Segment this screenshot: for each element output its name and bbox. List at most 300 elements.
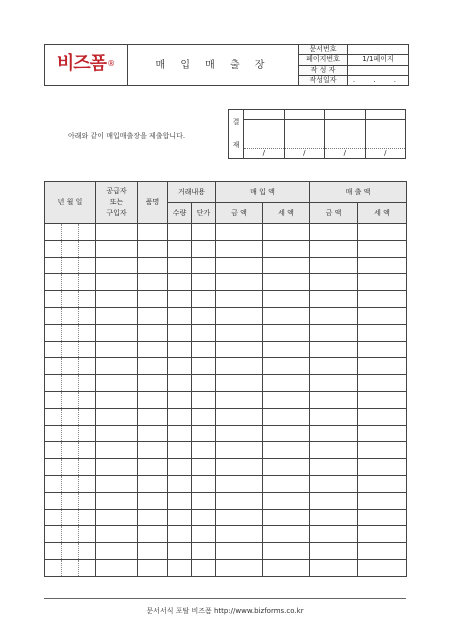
sales-amount-cell[interactable] [310, 291, 358, 308]
sales-tax-cell[interactable] [358, 408, 407, 425]
table-row [45, 324, 407, 341]
col-purchase-tax-header: 세 액 [263, 203, 310, 224]
purchase-amount-cell[interactable] [216, 324, 263, 341]
partner-cell[interactable] [96, 274, 138, 291]
table-row [45, 274, 407, 291]
purchase-amount-cell[interactable] [216, 459, 263, 476]
sales-tax-cell[interactable] [358, 375, 407, 392]
date-year-cell[interactable] [45, 291, 62, 308]
date-month-cell[interactable] [62, 224, 79, 241]
date-day-cell[interactable] [79, 492, 96, 509]
approval-side-bottom: 재 [232, 141, 240, 149]
date-day-cell[interactable] [79, 291, 96, 308]
date-day-cell[interactable] [79, 224, 96, 241]
date-month-cell[interactable] [62, 475, 79, 492]
sales-tax-cell[interactable] [358, 543, 407, 560]
date-month-cell[interactable] [62, 307, 79, 324]
partner-cell[interactable] [96, 257, 138, 274]
unit-price-cell[interactable] [192, 257, 216, 274]
sales-tax-cell[interactable] [358, 341, 407, 358]
sales-tax-cell[interactable] [358, 492, 407, 509]
date-month-cell[interactable] [62, 459, 79, 476]
purchase-amount-cell[interactable] [216, 442, 263, 459]
item-cell[interactable] [138, 442, 168, 459]
item-cell[interactable] [138, 324, 168, 341]
item-cell[interactable] [138, 224, 168, 241]
purchase-tax-cell[interactable] [263, 391, 310, 408]
date-day-cell[interactable] [79, 408, 96, 425]
date-month-cell[interactable] [62, 341, 79, 358]
purchase-amount-cell[interactable] [216, 543, 263, 560]
purchase-amount-cell[interactable] [216, 341, 263, 358]
unit-price-cell[interactable] [192, 559, 216, 576]
table-row [45, 291, 407, 308]
sales-amount-cell[interactable] [310, 543, 358, 560]
item-cell[interactable] [138, 307, 168, 324]
qty-cell[interactable] [168, 509, 192, 526]
date-year-cell[interactable] [45, 240, 62, 257]
sales-amount-cell[interactable] [310, 509, 358, 526]
qty-cell[interactable] [168, 543, 192, 560]
item-cell[interactable] [138, 559, 168, 576]
date-month-cell[interactable] [62, 425, 79, 442]
sales-amount-cell[interactable] [310, 425, 358, 442]
date-month-cell[interactable] [62, 526, 79, 543]
table-row [45, 425, 407, 442]
date-year-cell[interactable] [45, 341, 62, 358]
partner-cell[interactable] [96, 425, 138, 442]
qty-cell[interactable] [168, 224, 192, 241]
qty-cell[interactable] [168, 240, 192, 257]
registered-mark: ® [107, 58, 116, 68]
table-row [45, 543, 407, 560]
date-day-cell[interactable] [79, 341, 96, 358]
approval-date-cell[interactable]: / [325, 149, 366, 159]
table-row [45, 307, 407, 324]
partner-cell[interactable] [96, 341, 138, 358]
sales-amount-cell[interactable] [310, 224, 358, 241]
approval-title-cell[interactable] [325, 110, 366, 120]
purchase-amount-cell[interactable] [216, 358, 263, 375]
doc-no-value[interactable] [348, 45, 409, 55]
qty-cell[interactable] [168, 425, 192, 442]
date-month-cell[interactable] [62, 442, 79, 459]
purchase-amount-cell[interactable] [216, 509, 263, 526]
date-year-cell[interactable] [45, 224, 62, 241]
sales-tax-cell[interactable] [358, 257, 407, 274]
date-day-cell[interactable] [79, 274, 96, 291]
purchase-tax-cell[interactable] [263, 240, 310, 257]
unit-price-cell[interactable] [192, 408, 216, 425]
date-month-cell[interactable] [62, 408, 79, 425]
date-day-cell[interactable] [79, 475, 96, 492]
date-label: 작성일자 [299, 75, 348, 85]
purchase-amount-cell[interactable] [216, 274, 263, 291]
purchase-amount-cell[interactable] [216, 391, 263, 408]
sales-amount-cell[interactable] [310, 358, 358, 375]
date-value[interactable]: . . . [348, 75, 409, 85]
item-cell[interactable] [138, 492, 168, 509]
date-day-cell[interactable] [79, 358, 96, 375]
sales-amount-cell[interactable] [310, 341, 358, 358]
item-cell[interactable] [138, 425, 168, 442]
page-no-label: 페이지번호 [299, 55, 348, 65]
unit-price-cell[interactable] [192, 375, 216, 392]
qty-cell[interactable] [168, 459, 192, 476]
col-partner-line-2: 또는 [109, 198, 124, 206]
date-day-cell[interactable] [79, 257, 96, 274]
qty-cell[interactable] [168, 257, 192, 274]
item-cell[interactable] [138, 543, 168, 560]
doc-no-label: 문서번호 [299, 45, 348, 55]
date-year-cell[interactable] [45, 492, 62, 509]
purchase-amount-cell[interactable] [216, 475, 263, 492]
unit-price-cell[interactable] [192, 526, 216, 543]
date-month-cell[interactable] [62, 509, 79, 526]
qty-cell[interactable] [168, 291, 192, 308]
date-month-cell[interactable] [62, 274, 79, 291]
purchase-tax-cell[interactable] [263, 509, 310, 526]
item-cell[interactable] [138, 341, 168, 358]
qty-cell[interactable] [168, 307, 192, 324]
date-day-cell[interactable] [79, 240, 96, 257]
sales-amount-cell[interactable] [310, 274, 358, 291]
partner-cell[interactable] [96, 509, 138, 526]
col-partner-line-1: 공급자 [106, 187, 127, 195]
sales-tax-cell[interactable] [358, 526, 407, 543]
partner-cell[interactable] [96, 492, 138, 509]
qty-cell[interactable] [168, 391, 192, 408]
date-year-cell[interactable] [45, 307, 62, 324]
partner-cell[interactable] [96, 442, 138, 459]
col-trade-header: 거래내용 [168, 182, 216, 203]
purchase-tax-cell[interactable] [263, 307, 310, 324]
date-month-cell[interactable] [62, 257, 79, 274]
partner-cell[interactable] [96, 224, 138, 241]
date-year-cell[interactable] [45, 526, 62, 543]
item-cell[interactable] [138, 475, 168, 492]
sales-tax-cell[interactable] [358, 559, 407, 576]
date-day-cell[interactable] [79, 375, 96, 392]
author-label: 작 성 자 [299, 65, 348, 75]
page-no-value: 1/1페이지 [348, 55, 409, 65]
table-row [45, 475, 407, 492]
approval-title-cell[interactable] [244, 110, 285, 120]
sales-amount-cell[interactable] [310, 442, 358, 459]
table-row [45, 492, 407, 509]
qty-cell[interactable] [168, 358, 192, 375]
date-year-cell[interactable] [45, 257, 62, 274]
col-unit-header: 단가 [192, 203, 216, 224]
date-day-cell[interactable] [79, 559, 96, 576]
footer-divider [44, 598, 406, 599]
purchase-tax-cell[interactable] [263, 408, 310, 425]
sales-tax-cell[interactable] [358, 425, 407, 442]
partner-cell[interactable] [96, 240, 138, 257]
purchase-amount-cell[interactable] [216, 375, 263, 392]
item-cell[interactable] [138, 391, 168, 408]
unit-price-cell[interactable] [192, 475, 216, 492]
sales-tax-cell[interactable] [358, 475, 407, 492]
partner-cell[interactable] [96, 408, 138, 425]
item-cell[interactable] [138, 257, 168, 274]
date-year-cell[interactable] [45, 475, 62, 492]
purchase-tax-cell[interactable] [263, 341, 310, 358]
logo [45, 45, 128, 86]
table-row [45, 526, 407, 543]
date-month-cell[interactable] [62, 543, 79, 560]
table-row [45, 391, 407, 408]
unit-price-cell[interactable] [192, 358, 216, 375]
purchase-amount-cell[interactable] [216, 526, 263, 543]
sales-tax-cell[interactable] [358, 391, 407, 408]
sales-amount-cell[interactable] [310, 492, 358, 509]
unit-price-cell[interactable] [192, 509, 216, 526]
purchase-amount-cell[interactable] [216, 240, 263, 257]
unit-price-cell[interactable] [192, 492, 216, 509]
partner-cell[interactable] [96, 391, 138, 408]
table-row [45, 509, 407, 526]
date-year-cell[interactable] [45, 391, 62, 408]
date-year-cell[interactable] [45, 324, 62, 341]
date-year-cell[interactable] [45, 559, 62, 576]
sales-tax-cell[interactable] [358, 509, 407, 526]
col-partner-line-3: 구입자 [106, 209, 127, 217]
unit-price-cell[interactable] [192, 425, 216, 442]
date-month-cell[interactable] [62, 391, 79, 408]
qty-cell[interactable] [168, 559, 192, 576]
purchase-amount-cell[interactable] [216, 425, 263, 442]
col-date-header: 년 월 일 [45, 182, 96, 224]
table-row [45, 358, 407, 375]
item-cell[interactable] [138, 375, 168, 392]
approval-title-cell[interactable] [284, 110, 325, 120]
date-day-cell[interactable] [79, 425, 96, 442]
partner-cell[interactable] [96, 324, 138, 341]
sales-amount-cell[interactable] [310, 526, 358, 543]
approval-date-cell[interactable]: / [244, 149, 285, 159]
partner-cell[interactable] [96, 543, 138, 560]
sales-tax-cell[interactable] [358, 324, 407, 341]
qty-cell[interactable] [168, 375, 192, 392]
partner-cell[interactable] [96, 291, 138, 308]
table-row [45, 240, 407, 257]
date-year-cell[interactable] [45, 425, 62, 442]
table-row [45, 408, 407, 425]
approval-signature-cell[interactable] [325, 120, 366, 149]
purchase-tax-cell[interactable] [263, 459, 310, 476]
date-month-cell[interactable] [62, 358, 79, 375]
sales-tax-cell[interactable] [358, 240, 407, 257]
partner-cell[interactable] [96, 358, 138, 375]
sales-amount-cell[interactable] [310, 391, 358, 408]
date-day-cell[interactable] [79, 459, 96, 476]
col-qty-header: 수량 [168, 203, 192, 224]
qty-cell[interactable] [168, 526, 192, 543]
qty-cell[interactable] [168, 442, 192, 459]
approval-side-top: 결 [232, 118, 240, 126]
unit-price-cell[interactable] [192, 291, 216, 308]
date-month-cell[interactable] [62, 375, 79, 392]
purchase-tax-cell[interactable] [263, 375, 310, 392]
partner-cell[interactable] [96, 526, 138, 543]
author-value[interactable] [348, 65, 409, 75]
table-row [45, 559, 407, 576]
sales-amount-cell[interactable] [310, 475, 358, 492]
partner-cell[interactable] [96, 375, 138, 392]
date-month-cell[interactable] [62, 492, 79, 509]
unit-price-cell[interactable] [192, 240, 216, 257]
purchase-amount-cell[interactable] [216, 257, 263, 274]
col-purchase-header: 매 입 액 [216, 182, 310, 203]
sales-tax-cell[interactable] [358, 358, 407, 375]
unit-price-cell[interactable] [192, 391, 216, 408]
sales-amount-cell[interactable] [310, 559, 358, 576]
col-sales-tax-header: 세 액 [358, 203, 407, 224]
purchase-tax-cell[interactable] [263, 425, 310, 442]
sales-tax-cell[interactable] [358, 274, 407, 291]
partner-cell[interactable] [96, 559, 138, 576]
date-day-cell[interactable] [79, 526, 96, 543]
purchase-amount-cell[interactable] [216, 307, 263, 324]
purchase-tax-cell[interactable] [263, 492, 310, 509]
purchase-tax-cell[interactable] [263, 257, 310, 274]
sales-tax-cell[interactable] [358, 307, 407, 324]
unit-price-cell[interactable] [192, 307, 216, 324]
partner-cell[interactable] [96, 475, 138, 492]
date-year-cell[interactable] [45, 274, 62, 291]
date-day-cell[interactable] [79, 307, 96, 324]
purchase-tax-cell[interactable] [263, 224, 310, 241]
table-row [45, 459, 407, 476]
col-sales-amount-header: 금 액 [310, 203, 358, 224]
table-row [45, 341, 407, 358]
date-year-cell[interactable] [45, 543, 62, 560]
qty-cell[interactable] [168, 408, 192, 425]
approval-signature-cell[interactable] [244, 120, 285, 149]
item-cell[interactable] [138, 291, 168, 308]
ledger-table [44, 181, 407, 577]
item-cell[interactable] [138, 240, 168, 257]
date-year-cell[interactable] [45, 358, 62, 375]
document-title: 매 입 매 출 장 [128, 45, 299, 86]
partner-cell[interactable] [96, 459, 138, 476]
date-year-cell[interactable] [45, 459, 62, 476]
col-purchase-amount-header: 금 액 [216, 203, 263, 224]
purchase-tax-cell[interactable] [263, 559, 310, 576]
purchase-tax-cell[interactable] [263, 442, 310, 459]
date-year-cell[interactable] [45, 375, 62, 392]
header-table [44, 44, 409, 86]
qty-cell[interactable] [168, 475, 192, 492]
purchase-amount-cell[interactable] [216, 559, 263, 576]
approval-signature-cell[interactable] [284, 120, 325, 149]
item-cell[interactable] [138, 526, 168, 543]
sales-tax-cell[interactable] [358, 291, 407, 308]
qty-cell[interactable] [168, 492, 192, 509]
sales-amount-cell[interactable] [310, 324, 358, 341]
date-day-cell[interactable] [79, 324, 96, 341]
approval-signature-cell[interactable] [365, 120, 406, 149]
item-cell[interactable] [138, 274, 168, 291]
approval-side-label [229, 110, 244, 159]
purchase-tax-cell[interactable] [263, 475, 310, 492]
date-day-cell[interactable] [79, 509, 96, 526]
sales-amount-cell[interactable] [310, 257, 358, 274]
purchase-tax-cell[interactable] [263, 291, 310, 308]
unit-price-cell[interactable] [192, 341, 216, 358]
unit-price-cell[interactable] [192, 442, 216, 459]
intro-text: 아래와 같이 매입매출장을 제출합니다. [68, 132, 186, 140]
approval-date-cell[interactable]: / [284, 149, 325, 159]
item-cell[interactable] [138, 358, 168, 375]
sales-amount-cell[interactable] [310, 375, 358, 392]
date-month-cell[interactable] [62, 559, 79, 576]
purchase-tax-cell[interactable] [263, 274, 310, 291]
date-day-cell[interactable] [79, 391, 96, 408]
table-row [45, 442, 407, 459]
qty-cell[interactable] [168, 274, 192, 291]
date-year-cell[interactable] [45, 509, 62, 526]
sales-tax-cell[interactable] [358, 224, 407, 241]
date-year-cell[interactable] [45, 442, 62, 459]
date-month-cell[interactable] [62, 291, 79, 308]
table-row [45, 257, 407, 274]
logo-text: 비즈폼 [56, 52, 107, 74]
purchase-tax-cell[interactable] [263, 358, 310, 375]
purchase-amount-cell[interactable] [216, 492, 263, 509]
sales-tax-cell[interactable] [358, 442, 407, 459]
unit-price-cell[interactable] [192, 459, 216, 476]
item-cell[interactable] [138, 408, 168, 425]
sales-tax-cell[interactable] [358, 459, 407, 476]
approval-table [228, 109, 406, 159]
unit-price-cell[interactable] [192, 324, 216, 341]
date-year-cell[interactable] [45, 408, 62, 425]
unit-price-cell[interactable] [192, 543, 216, 560]
date-day-cell[interactable] [79, 442, 96, 459]
purchase-tax-cell[interactable] [263, 526, 310, 543]
approval-title-cell[interactable] [365, 110, 406, 120]
unit-price-cell[interactable] [192, 274, 216, 291]
qty-cell[interactable] [168, 324, 192, 341]
item-cell[interactable] [138, 459, 168, 476]
sales-amount-cell[interactable] [310, 240, 358, 257]
purchase-amount-cell[interactable] [216, 291, 263, 308]
unit-price-cell[interactable] [192, 224, 216, 241]
sales-amount-cell[interactable] [310, 459, 358, 476]
purchase-amount-cell[interactable] [216, 224, 263, 241]
partner-cell[interactable] [96, 307, 138, 324]
date-day-cell[interactable] [79, 543, 96, 560]
purchase-tax-cell[interactable] [263, 324, 310, 341]
col-item-header: 품명 [138, 182, 168, 224]
date-month-cell[interactable] [62, 324, 79, 341]
sales-amount-cell[interactable] [310, 307, 358, 324]
footer-text: 문서서식 포탈 비즈폼 http://www.bizforms.co.kr [146, 607, 304, 615]
col-partner-header [96, 182, 138, 224]
table-row [45, 224, 407, 241]
qty-cell[interactable] [168, 341, 192, 358]
purchase-tax-cell[interactable] [263, 543, 310, 560]
item-cell[interactable] [138, 509, 168, 526]
table-row [45, 375, 407, 392]
col-sales-header: 매 출 액 [310, 182, 407, 203]
purchase-amount-cell[interactable] [216, 408, 263, 425]
date-month-cell[interactable] [62, 240, 79, 257]
sales-amount-cell[interactable] [310, 408, 358, 425]
approval-date-cell[interactable]: / [365, 149, 406, 159]
